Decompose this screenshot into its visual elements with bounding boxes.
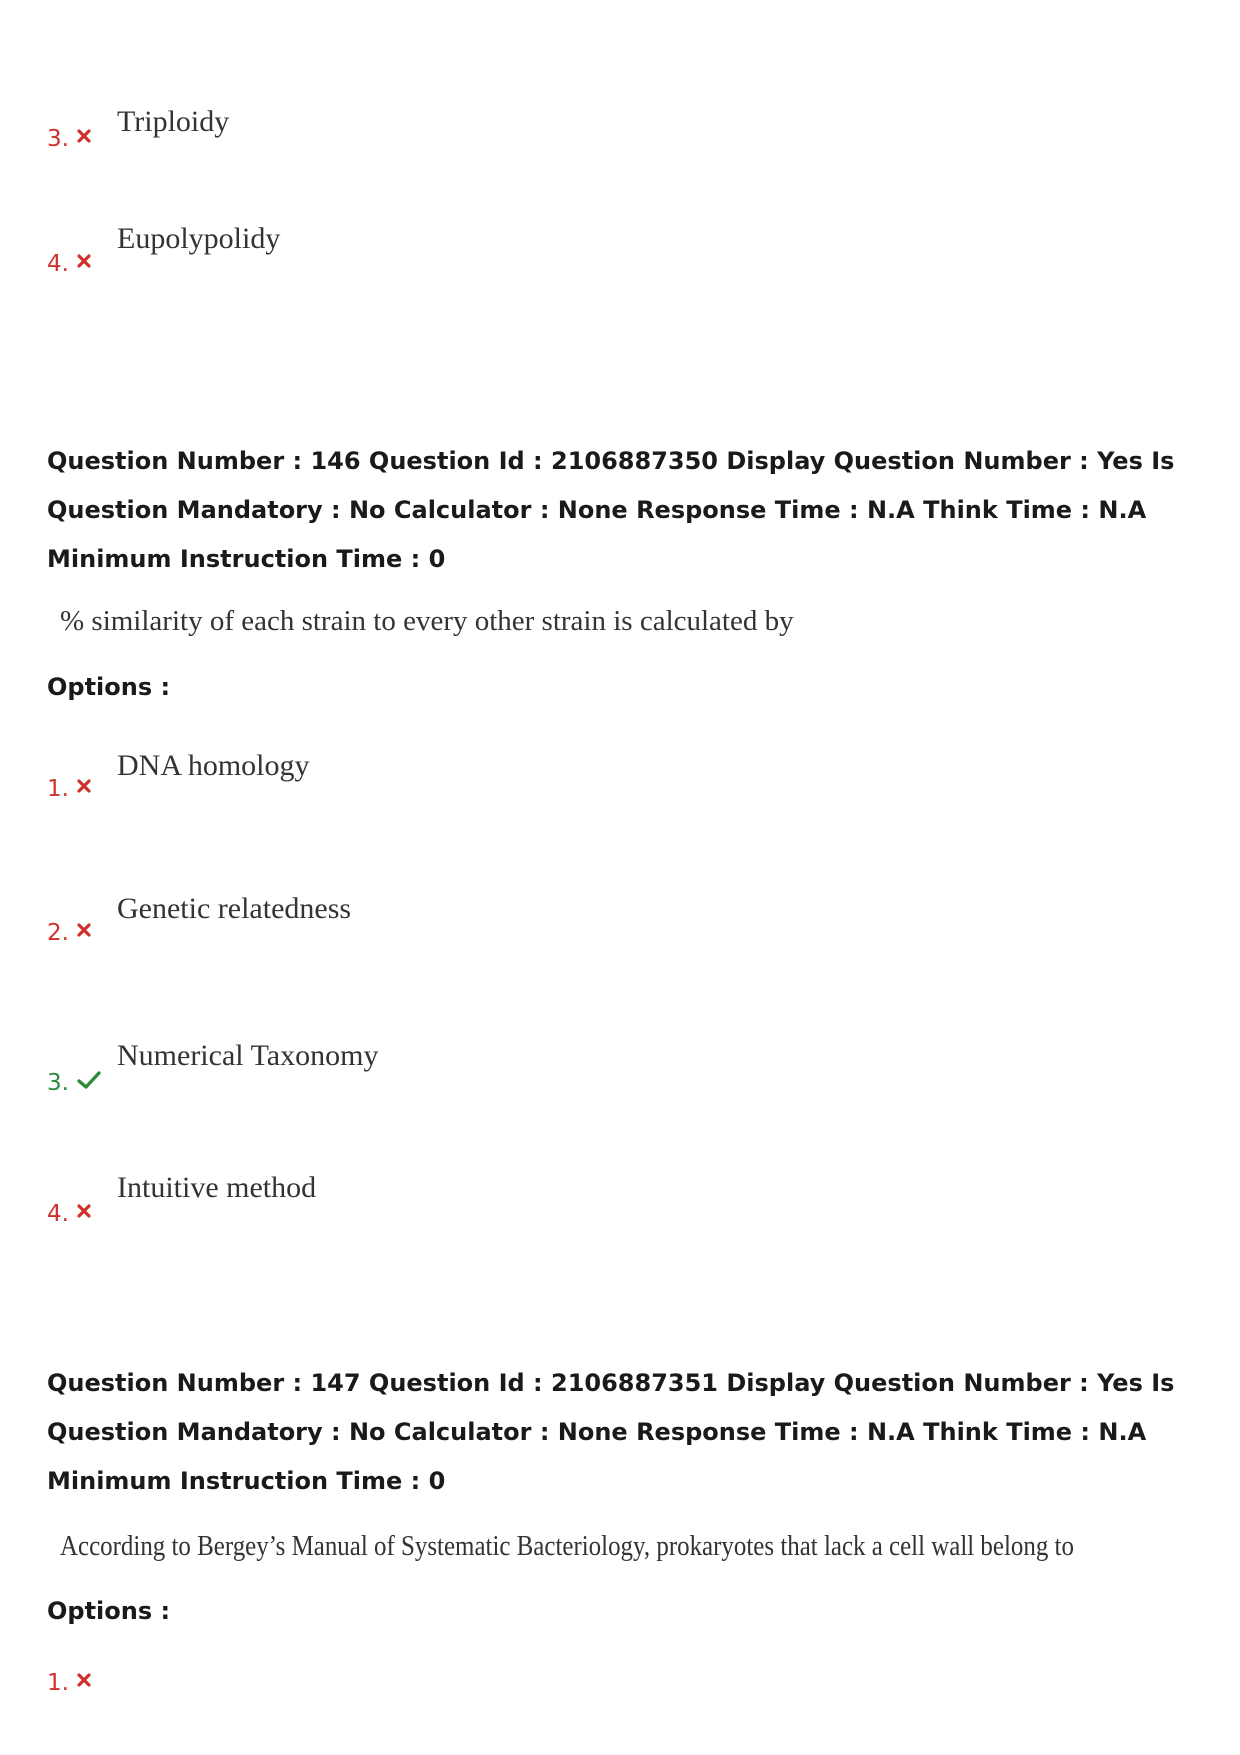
options-label: Options : [47,673,171,701]
option-text: Genetic relatedness [117,892,352,925]
question-meta: Question Number : 146 Question Id : 2106887350 Display Question Number : Yes Is Question Mandatory : No Calculator : None Response Time : N.A Think Time : N.A Minimum Instruction Time : 0 [47,447,1175,573]
cross-icon [77,922,91,941]
option-number: 3. [47,1070,69,1096]
cross-icon [77,1672,91,1691]
option-number: 2. [47,920,69,946]
check-icon [77,1071,101,1093]
question-meta: Question Number : 147 Question Id : 2106887351 Display Question Number : Yes Is Question Mandatory : No Calculator : None Response Time : N.A Think Time : N.A Minimum Instruction Time : 0 [47,1369,1175,1495]
cross-icon [77,1203,91,1222]
option-text: Triploidy [117,105,230,138]
cross-icon [77,778,91,797]
question-text: According to Bergey’s Manual of Systematic Bacteriology, prokaryotes that lack a cell wall belong to [60,1530,1074,1562]
cross-icon [77,253,91,272]
option-number: 1. [47,1670,69,1696]
option-number: 1. [47,776,69,802]
option-number: 3. [47,126,69,152]
question-text: % similarity of each strain to every other strain is calculated by [60,605,794,637]
cross-icon [77,128,91,147]
options-label: Options : [47,1597,171,1625]
option-text: Eupolypolidy [117,222,281,255]
option-text: DNA homology [117,749,310,782]
option-text: Numerical Taxonomy [117,1039,379,1072]
option-number: 4. [47,1201,69,1227]
option-number: 4. [47,251,69,277]
option-text: Intuitive method [117,1171,317,1204]
